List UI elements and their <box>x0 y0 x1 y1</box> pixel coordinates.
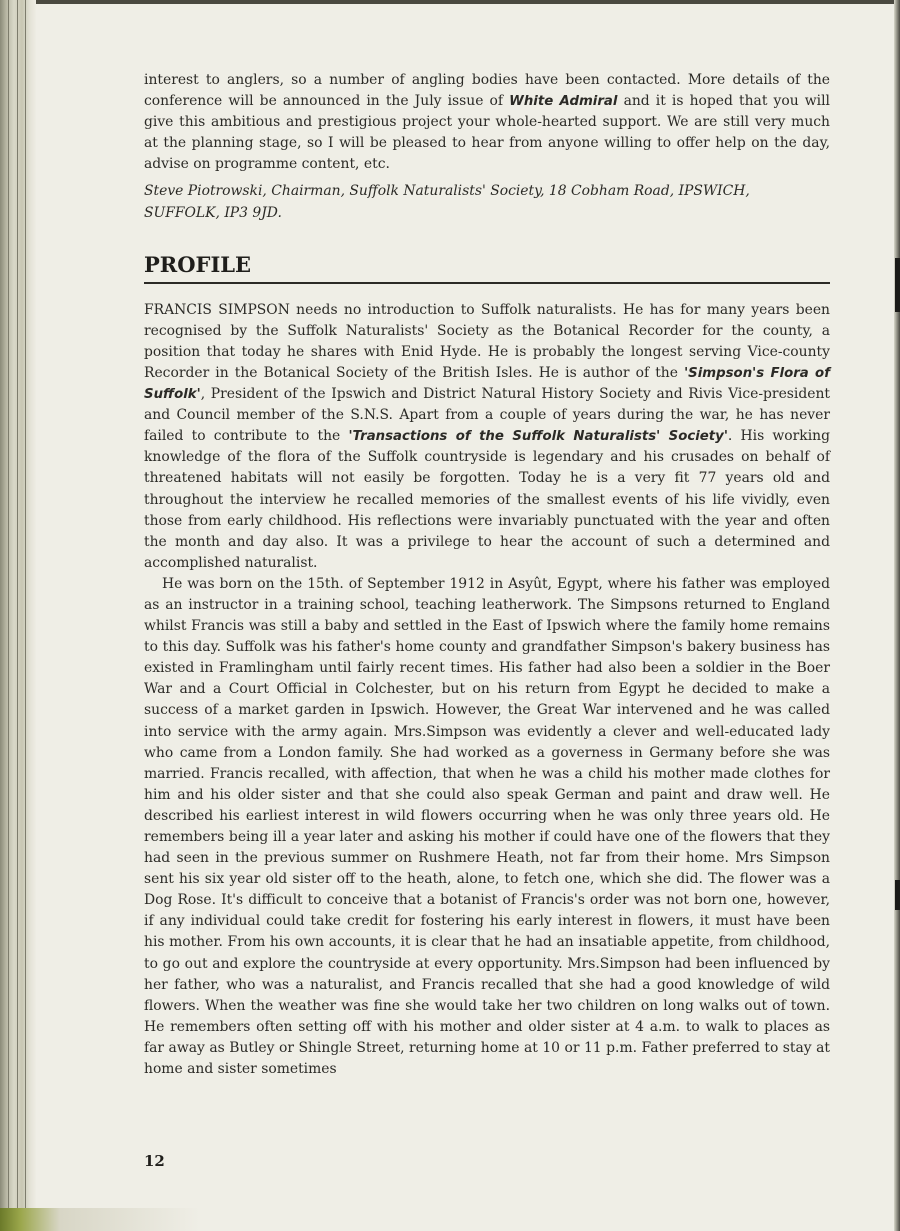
journal-title: 'Transactions of the Suffolk Naturalists' Society' <box>348 429 728 445</box>
binding-line <box>8 0 9 1231</box>
section-heading: PROFILE <box>144 251 252 277</box>
article-body <box>144 70 830 1080</box>
book-title: 'Simpson's Flora of Suffolk' <box>144 365 830 403</box>
intro-text: interest to anglers, so a number of angling bodies have been contacted. More details of the conference will be announced in the July issue of <box>144 72 830 110</box>
intro-paragraph <box>144 70 830 175</box>
edge-tab-mark <box>895 258 900 312</box>
page-right-edge <box>894 0 900 1231</box>
profile-text: . His working knowledge of the flora of the Suffolk countryside is legendary and his crusades on behalf of threatened habitats will not easily be forgotten. Today he is a very fit 77 years old and throughout the interview he recalled memories of the smallest events of his life vividly, even those from early childhood. His reflections were invariably punctuated with the year and often the month and day also. It was a privilege to hear the account of such a determined and accomplished naturalist. <box>144 428 830 571</box>
signature: Steve Piotrowski, Chairman, Suffolk Naturalists' Society, 18 Cobham Road, IPSWICH, SUFFOLK, IP3 9JD. <box>144 183 750 221</box>
page-top-edge <box>0 0 900 4</box>
heading-rule <box>144 282 830 284</box>
binding-line <box>17 0 18 1231</box>
page-number: 12 <box>144 1152 165 1170</box>
book-binding <box>0 0 36 1231</box>
edge-tab-mark <box>895 880 900 910</box>
profile-paragraph-1 <box>144 300 830 574</box>
profile-text: , President of the Ipswich and District Natural History Society and Rivis Vice-president and Council member of the S.N.S. Apart from a couple of years during the war, he has never failed to contribute to the <box>144 386 830 445</box>
intro-text: and it is hoped that you will give this ambitious and prestigious project your whole-hearted support. We are still very much at the planning stage, so I will be pleased to hear from anyone willing to offer help on the day, advise on programme content, etc. <box>144 93 830 173</box>
profile-text: FRANCIS SIMPSON needs no introduction to Suffolk naturalists. He has for many years been recognised by the Suffolk Naturalists' Society as the Botanical Recorder for the county, a position that today he shares with Enid Hyde. He is probably the longest serving Vice-county Recorder in the Botanical Society of the British Isles. He is author of the <box>144 301 830 381</box>
binding-line <box>25 0 26 1231</box>
page-bottom-edge <box>0 1208 300 1231</box>
publication-title: White Admiral <box>509 94 618 110</box>
profile-paragraph-2: He was born on the 15th. of September 1912 in Asyût, Egypt, where his father was employed as an instructor in a training school, teaching leatherwork. The Simpsons returned to England whilst Francis was still a baby and settled in the East of Ipswich where the family home remains to this day. Suffolk was his father's home county and grandfather Simpson's bakery business has existed in Framlingham until fairly recent times. His father had also been a soldier in the Boer War and a Court Official in Colchester, but on his return from Egypt he decided to make a success of a market garden in Ipswich. However, the Great War intervened and he was called into service with the army again. Mrs.Simpson was evidently a clever and well-educated lady who came from a London family. She had worked as a governess in Germany before she was married. Francis recalled, with affection, that when he was a child his mother made clothes for him and his older sister and that she could also speak German and paint and draw well. He described his earliest interest in wild flowers occurring when he was only three years old. He remembers being ill a year later and asking his mother if could have one of the flowers that they had seen in the previous summer on Rushmere Heath, not far from their home. Mrs Simpson sent his six year old sister off to the heath, alone, to fetch one, which she did. The flower was a Dog Rose. It's difficult to conceive that a botanist of Francis's order was not born one, however, if any individual could take credit for fostering his early interest in flowers, it must have been his mother. From his own accounts, it is clear that he had an insatiable appetite, from childhood, to go out and explore the countryside at every opportunity. Mrs.Simpson had been influenced by her father, who was a naturalist, and Francis recalled that she had a good knowledge of wild flowers. When the weather was fine she would take her two children on long walks out of town. He remembers often setting off with his mother and older sister at 4 a.m. to walk to places as far away as Butley or Shingle Street, returning home at 10 or 11 p.m. Father preferred to stay at home and sister sometimes <box>144 575 830 1078</box>
